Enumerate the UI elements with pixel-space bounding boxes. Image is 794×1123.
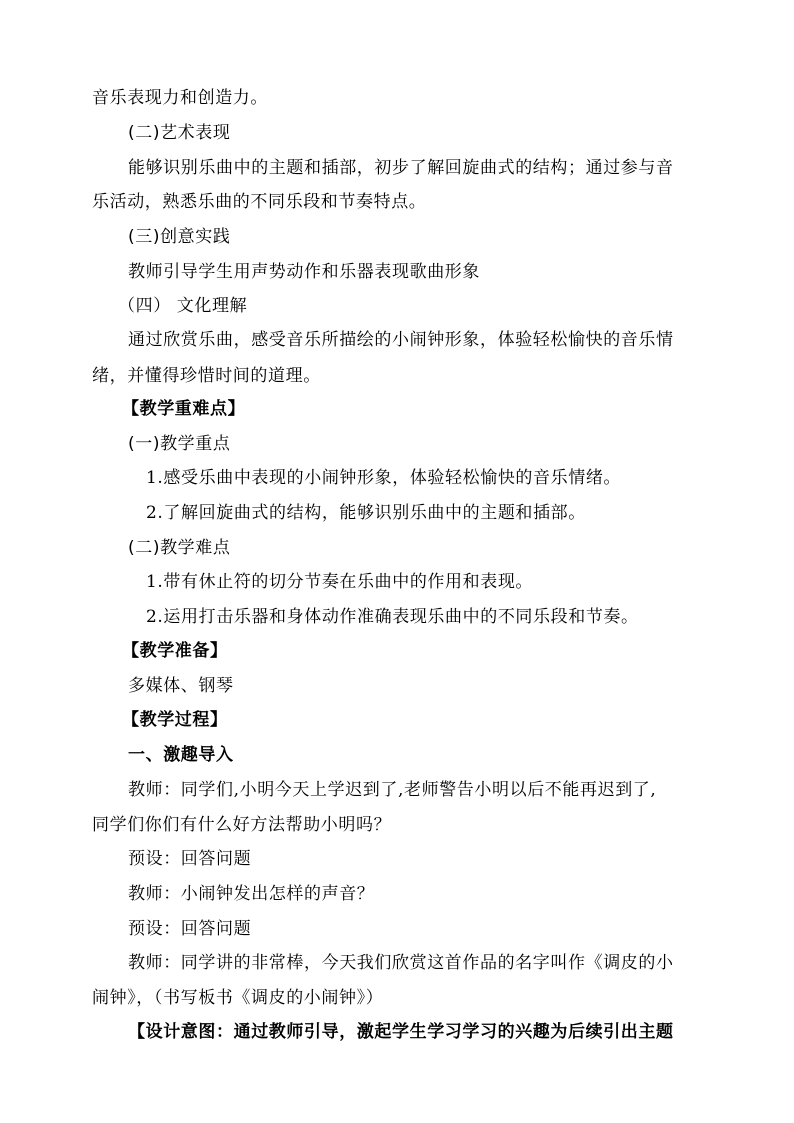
paragraph-text: 预设：回答问题 bbox=[128, 849, 252, 869]
paragraph-text: 乐活动，熟悉乐曲的不同乐段和节奏特点。 bbox=[92, 192, 427, 212]
paragraph-text: 预设：回答问题 bbox=[128, 919, 252, 939]
section-title: 【教学准备】 bbox=[122, 641, 228, 661]
section-heading: (二)教学难点 bbox=[128, 538, 231, 558]
section-heading: (二)艺术表现 bbox=[128, 123, 231, 143]
paragraph-text: 教师引导学生用声势动作和乐器表现歌曲形象 bbox=[128, 262, 480, 282]
paragraph-text: 教师：小闹钟发出怎样的声音？ bbox=[128, 884, 375, 904]
section-heading: (三)创意实践 bbox=[128, 227, 231, 247]
section-title: 【教学过程】 bbox=[122, 710, 228, 730]
paragraph-text: 多媒体、钢琴 bbox=[128, 676, 234, 696]
list-item: 2.运用打击乐器和身体动作准确表现乐曲中的不同乐段和节奏。 bbox=[146, 607, 639, 627]
paragraph-text: 闹钟》，（书写板书《调皮的小闹钟》） bbox=[92, 988, 384, 1008]
section-title: 【教学重难点】 bbox=[122, 399, 246, 419]
paragraph-text: 音乐表现力和创造力。 bbox=[92, 88, 268, 108]
paragraph-text: 同学们你们有什么好方法帮助小明吗？ bbox=[92, 815, 392, 835]
list-item: 2.了解回旋曲式的结构，能够识别乐曲中的主题和插部。 bbox=[146, 503, 586, 523]
paragraph-text: 教师：同学讲的非常棒，今天我们欣赏这首作品的名字叫作《调皮的小 bbox=[128, 953, 674, 973]
paragraph-text: 通过欣赏乐曲，感受音乐所描绘的小闹钟形象，体验轻松愉快的音乐情 bbox=[128, 330, 674, 350]
list-item: 1.带有休止符的切分节奏在乐曲中的作用和表现。 bbox=[146, 572, 534, 592]
section-title: 一、激趣导入 bbox=[128, 745, 234, 765]
section-heading: （四） 文化理解 bbox=[118, 296, 248, 316]
list-item: 1.感受乐曲中表现的小闹钟形象，体验轻松愉快的音乐情绪。 bbox=[146, 468, 622, 488]
paragraph-text: 绪，并懂得珍惜时间的道理。 bbox=[92, 366, 321, 386]
paragraph-text: 能够识别乐曲中的主题和插部，初步了解回旋曲式的结构；通过参与音 bbox=[128, 158, 674, 178]
paragraph-text: 教师：同学们,小明今天上学迟到了,老师警告小明以后不能再迟到了, bbox=[128, 780, 657, 800]
design-intent-note: 【设计意图：通过教师引导，激起学生学习学习的兴趣为后续引出主题 bbox=[128, 1022, 674, 1042]
section-heading: (一)教学重点 bbox=[128, 434, 231, 454]
